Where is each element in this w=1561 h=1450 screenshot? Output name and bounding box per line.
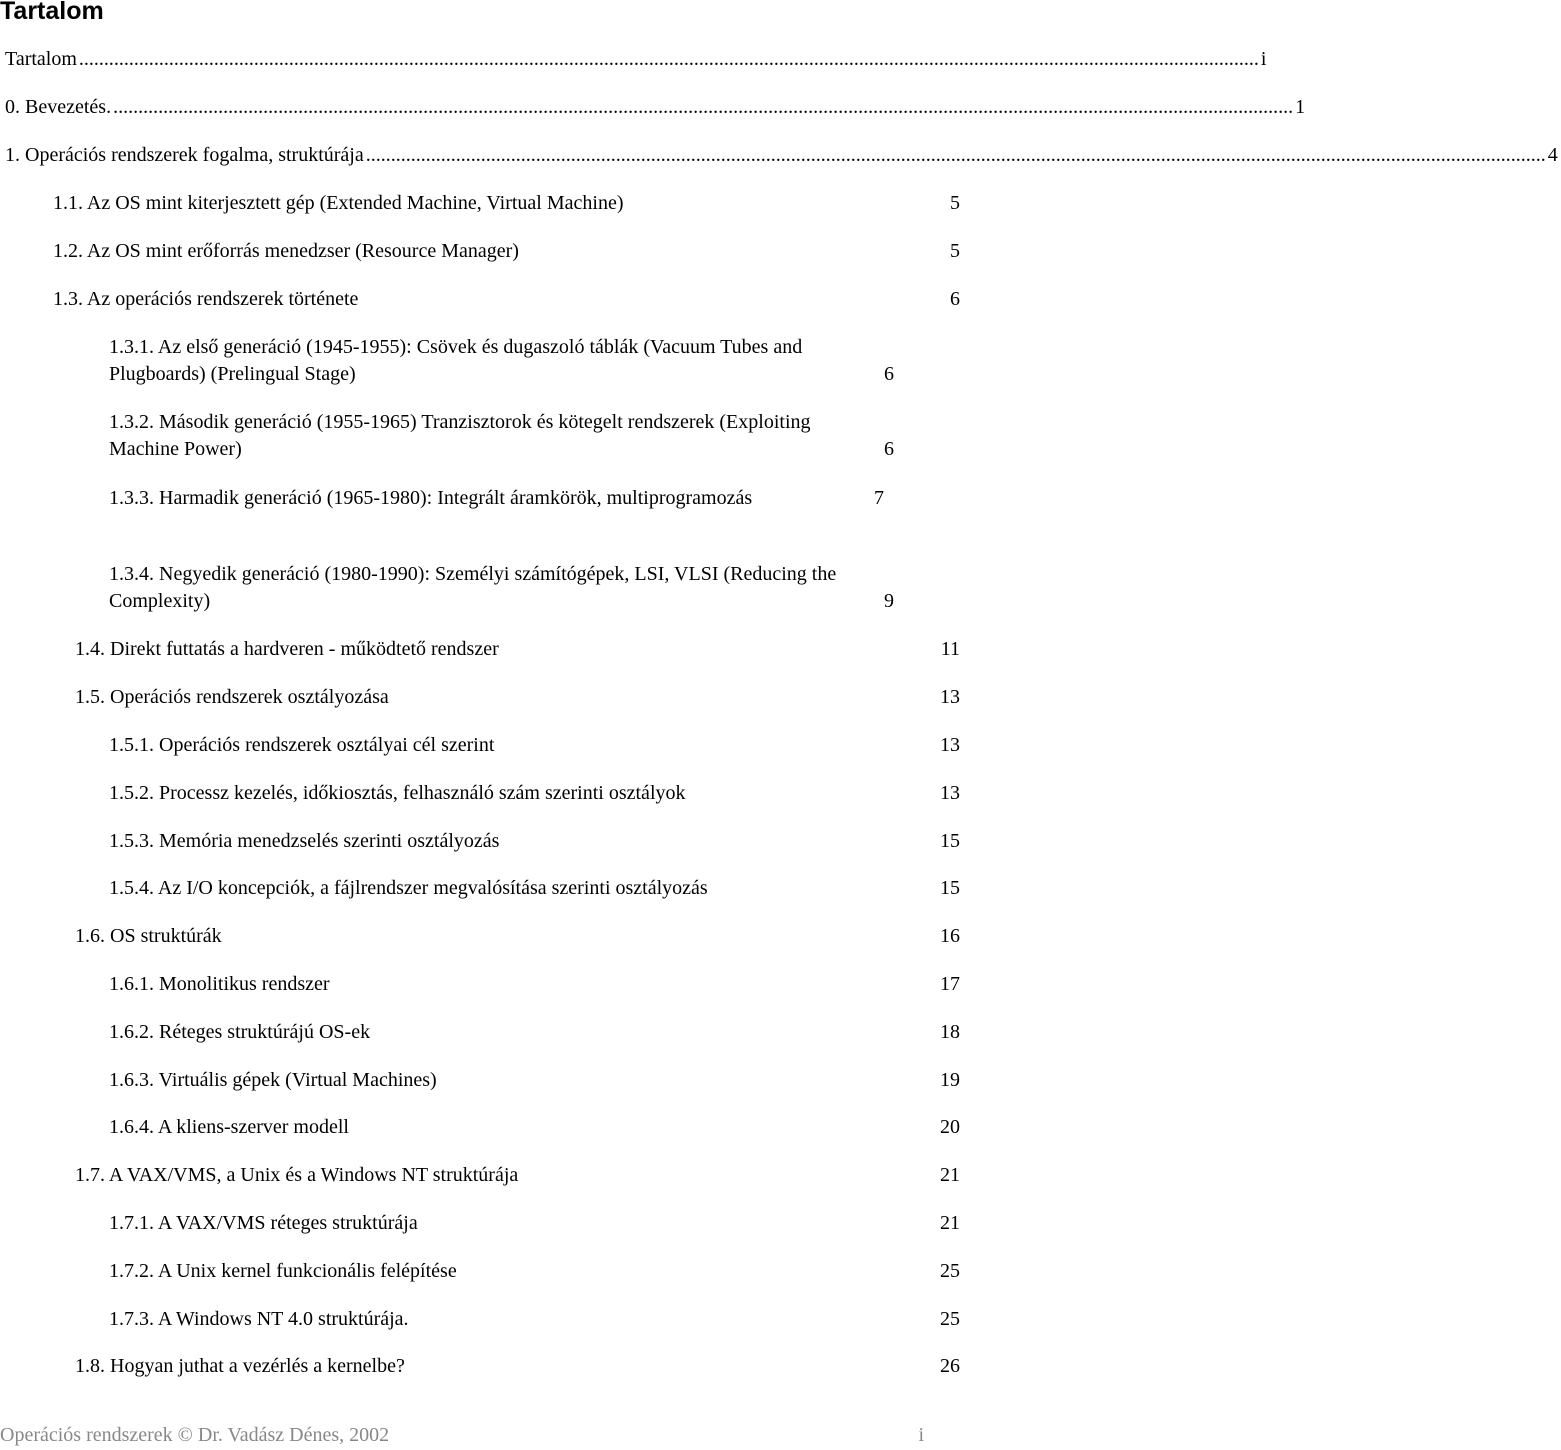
- toc-entry[interactable]: [109, 409, 960, 463]
- footer-copyright: Operációs rendszerek © Dr. Vadász Dénes, 2002: [0, 1424, 390, 1446]
- toc-entry-page: 15: [940, 830, 960, 852]
- toc-entry-page: 13: [940, 734, 960, 756]
- toc-entry-page: 13: [940, 782, 960, 804]
- toc-entry[interactable]: [5, 46, 1267, 73]
- toc-entry[interactable]: [75, 1353, 960, 1380]
- page-footer: [0, 1422, 960, 1448]
- toc-entry[interactable]: [75, 1162, 960, 1189]
- toc-entry[interactable]: [109, 334, 960, 388]
- toc-entry-page: 16: [940, 925, 960, 947]
- toc-entry[interactable]: [53, 286, 960, 313]
- toc-entry[interactable]: [109, 1306, 960, 1333]
- toc-entry-text: 1.3.3. Harmadik generáció (1965-1980): Integrált áramkörök, multiprogramozás: [109, 487, 753, 509]
- toc-entry[interactable]: [75, 923, 960, 950]
- toc-entry-page: 25: [940, 1308, 960, 1330]
- toc-entry-page: 5: [950, 192, 960, 214]
- toc-entry[interactable]: [109, 828, 960, 855]
- toc-entry-text: 1.3.1. Az első generáció (1945-1955): Csövek és dugaszoló táblák (Vacuum Tubes and Plugboards) (Prelingual Stage): [109, 336, 803, 385]
- toc-entry-text: 1.8. Hogyan juthat a vezérlés a kernelbe?: [75, 1355, 405, 1377]
- toc-entry-text: 1.5. Operációs rendszerek osztályozása: [75, 686, 389, 708]
- toc-entry[interactable]: [53, 190, 960, 217]
- toc-entry-text: 1.6. OS struktúrák: [75, 925, 222, 947]
- toc-entry-text: 1.2. Az OS mint erőforrás menedzser (Resource Manager): [53, 240, 519, 262]
- toc-entry-page: 6: [884, 438, 894, 460]
- toc-entry-text: 1.7. A VAX/VMS, a Unix és a Windows NT struktúrája: [75, 1164, 519, 1186]
- toc-entry-text: 1.5.4. Az I/O koncepciók, a fájlrendszer megvalósítása szerinti osztályozás: [109, 877, 708, 899]
- toc-entry-text: Tartalom: [5, 48, 77, 70]
- toc-entry-page: 13: [940, 686, 960, 708]
- toc-entry-page: 19: [940, 1069, 960, 1091]
- toc-entry-page: 5: [950, 240, 960, 262]
- toc-entry-text: 1.1. Az OS mint kiterjesztett gép (Extended Machine, Virtual Machine): [53, 192, 624, 214]
- toc-entry-page: 6: [950, 288, 960, 310]
- toc-entry-text: 1.7.2. A Unix kernel funkcionális felépítése: [109, 1260, 457, 1282]
- toc-entry[interactable]: [5, 142, 1558, 169]
- toc-entry-text: 1.3.2. Második generáció (1955-1965) Tranzisztorok és kötegelt rendszerek (Exploiting Machine Power): [109, 411, 811, 460]
- page-title: Tartalom: [0, 0, 104, 25]
- toc-entry-text: 1.3.4. Negyedik generáció (1980-1990): Személyi számítógépek, LSI, VLSI (Reducing the Complexity): [109, 563, 837, 612]
- dot-leader: ............................................................................................................................................................................................................................................: [113, 96, 1294, 118]
- toc-entry-text: 1.6.1. Monolitikus rendszer: [109, 973, 330, 995]
- toc-entry-page: 26: [940, 1355, 960, 1377]
- toc-entry[interactable]: [53, 238, 960, 265]
- toc-entry[interactable]: [75, 684, 960, 711]
- toc-entry[interactable]: [5, 94, 1306, 121]
- toc-entry-text: 1.5.3. Memória menedzselés szerinti osztályozás: [109, 830, 500, 852]
- toc-entry-page: 7: [874, 487, 884, 509]
- toc-entry[interactable]: [109, 732, 960, 759]
- toc-entry-text: 1.7.3. A Windows NT 4.0 struktúrája.: [109, 1308, 409, 1330]
- dot-leader: ............................................................................................................................................................................................................................................: [78, 48, 1259, 70]
- toc-entry-text: 1. Operációs rendszerek fogalma, struktúrája: [5, 144, 364, 166]
- toc-entry-page: 25: [940, 1260, 960, 1282]
- toc-entry[interactable]: [109, 971, 960, 998]
- toc-entry[interactable]: [109, 1067, 960, 1094]
- dot-leader: ............................................................................................................................................................................................................................................: [365, 144, 1546, 166]
- toc-entry-page: 1: [1295, 96, 1306, 118]
- toc-entry-page: 15: [940, 877, 960, 899]
- toc-entry-page: i: [1260, 48, 1267, 70]
- toc-entry-text: 1.5.2. Processz kezelés, időkiosztás, felhasználó szám szerinti osztályok: [109, 782, 686, 804]
- toc-entry-page: 21: [940, 1164, 960, 1186]
- toc-entry-page: 18: [940, 1021, 960, 1043]
- toc-entry-text: 1.3. Az operációs rendszerek története: [53, 288, 359, 310]
- toc-entry[interactable]: [109, 1019, 960, 1046]
- toc-entry-page: 17: [940, 973, 960, 995]
- toc-entry-page: 11: [940, 638, 960, 660]
- toc-entry-text: 0. Bevezetés.: [5, 96, 112, 118]
- toc-entry[interactable]: [109, 1210, 960, 1237]
- toc-entry[interactable]: [109, 875, 960, 902]
- toc-entry-page: 20: [940, 1116, 960, 1138]
- toc-entry-page: 4: [1547, 144, 1558, 166]
- toc-entry-page: 6: [884, 363, 894, 385]
- toc-entry[interactable]: [109, 485, 960, 512]
- toc-entry[interactable]: [109, 1114, 960, 1141]
- toc-entry[interactable]: [109, 561, 960, 615]
- toc-entry-text: 1.5.1. Operációs rendszerek osztályai cél szerint: [109, 734, 495, 756]
- toc-entry-text: 1.7.1. A VAX/VMS réteges struktúrája: [109, 1212, 418, 1234]
- toc-entry[interactable]: [75, 636, 960, 663]
- toc-entry[interactable]: [109, 1258, 960, 1285]
- toc-entry-text: 1.6.2. Réteges struktúrájú OS-ek: [109, 1021, 371, 1043]
- toc-entry-page: 21: [940, 1212, 960, 1234]
- footer-page-number: i: [918, 1424, 924, 1446]
- toc-entry-page: 9: [884, 590, 894, 612]
- toc-entry-text: 1.4. Direkt futtatás a hardveren - működtető rendszer: [75, 638, 499, 660]
- toc-entry-text: 1.6.4. A kliens-szerver modell: [109, 1116, 349, 1138]
- toc-entry[interactable]: [109, 780, 960, 807]
- toc-entry-text: 1.6.3. Virtuális gépek (Virtual Machines): [109, 1069, 437, 1091]
